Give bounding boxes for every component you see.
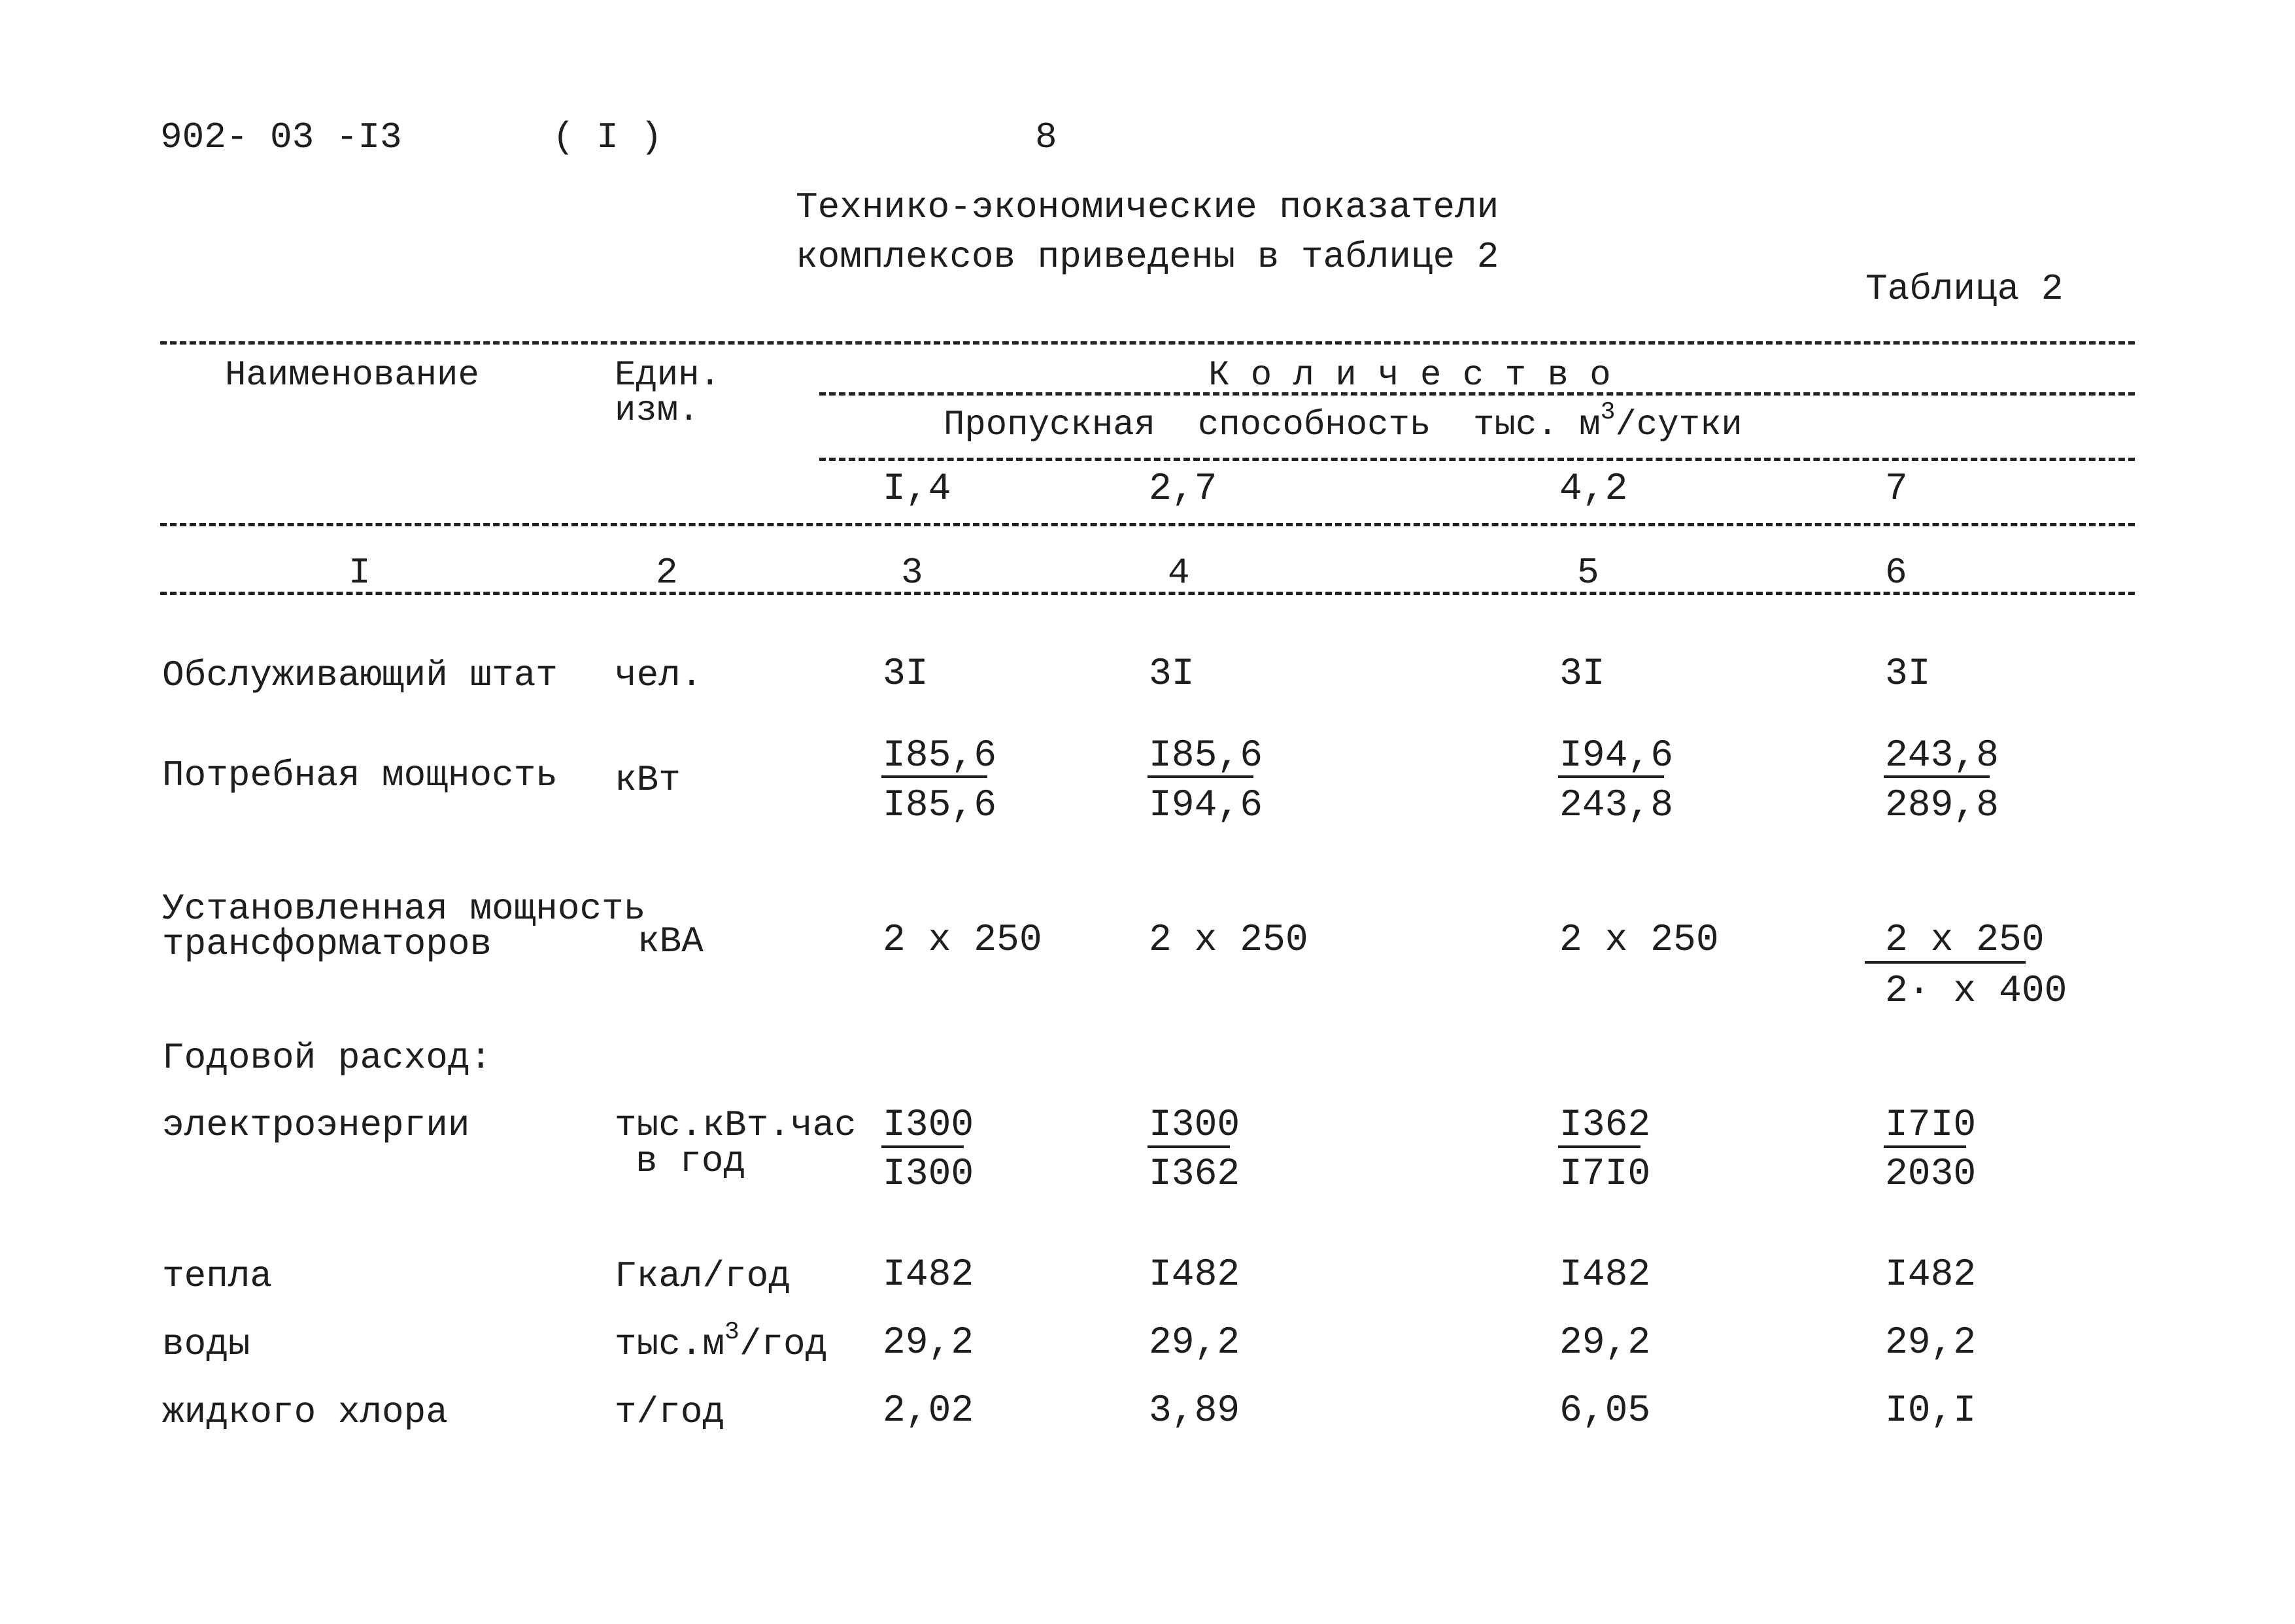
row-chlorine-value-3: 6,05 [1559,1390,1651,1432]
row-power-req-name: Потребная мощность [162,754,558,796]
fraction-line [881,775,987,778]
row-water-value-3: 29,2 [1559,1322,1651,1364]
column-number-2: 2 [656,552,678,594]
column-header-name: Наименование [225,356,479,396]
row-staff-value-2: 3I [1149,653,1195,696]
fraction-line [1148,775,1253,778]
row-chlorine-value-4: I0,I [1885,1390,1977,1432]
row-chlorine-value-2: 3,89 [1149,1390,1240,1432]
document-code: 902- 03 -I3 [160,116,402,158]
row-electricity-name: электроэнергии [162,1104,470,1146]
row-transformers-alt-value: 2· x 400 [1885,970,2067,1013]
row-water-unit: $тыс.м^3$/год [615,1318,828,1365]
row-staff-unit: чел. [615,654,703,696]
row-electricity-top-2: I300 [1149,1104,1240,1147]
capacity-header: Пропускная способность тыс. $м^3$/сутки [944,398,1742,445]
row-power-req-top-3: I94,6 [1559,735,1674,777]
table-top-rule [160,341,2135,345]
page-number: 8 [1035,116,1057,158]
row-staff-name: Обслуживающий штат [162,654,558,696]
row-water-value-4: 29,2 [1885,1322,1977,1364]
quantity-rule [819,392,2135,396]
row-electricity-top-1: I300 [883,1104,974,1147]
fraction-line [1558,775,1664,778]
row-transformers-value-1: 2 x 250 [883,919,1042,962]
intro-line-1: Технико-экономические показатели [796,186,1499,228]
header-bottom-rule [160,523,2135,526]
row-heat-value-4: I482 [1885,1254,1977,1296]
row-electricity-unit-line-1: тыс.кВт.час [615,1104,857,1146]
row-power-req-top-2: I85,6 [1149,735,1263,777]
row-heat-unit: Гкал/год [615,1255,790,1297]
column-number-3: 3 [901,552,923,594]
row-heat-value-2: I482 [1149,1254,1240,1296]
row-electricity-top-3: I362 [1559,1104,1651,1147]
column-number-4: 4 [1168,552,1190,594]
row-electricity-top-4: I7I0 [1885,1104,1977,1147]
column-number-1: I [348,552,371,594]
row-water-value-2: 29,2 [1149,1322,1240,1364]
row-chlorine-value-1: 2,02 [883,1390,974,1432]
row-transformers-name-line-1: Установленная мощность [162,888,646,930]
capacity-2-7: 2,7 [1149,468,1217,511]
fraction-line [881,1145,964,1148]
fraction-line [1884,1145,1966,1148]
column-header-unit-line-2: изм. [615,391,700,431]
row-water-name: воды [162,1323,250,1365]
row-power-req-bottom-1: I85,6 [883,785,997,827]
table-label: Таблица 2 [1865,268,2064,310]
annual-consumption-heading: Годовой расход: [162,1037,492,1079]
row-transformers-value-3: 2 x 250 [1559,919,1719,962]
fraction-line [1865,961,2026,964]
row-water-value-1: 29,2 [883,1322,974,1364]
row-power-req-top-1: I85,6 [883,735,997,777]
column-number-5: 5 [1577,552,1599,594]
row-electricity-bottom-3: I7I0 [1559,1153,1651,1196]
row-transformers-name-line-2: трансформаторов [162,923,492,965]
row-heat-value-1: I482 [883,1254,974,1296]
row-power-req-bottom-4: 289,8 [1885,785,1999,827]
column-numbers-rule [160,592,2135,595]
capacity-1-4: I,4 [883,468,951,511]
fraction-line [1558,1145,1640,1148]
row-electricity-bottom-2: I362 [1149,1153,1240,1196]
row-transformers-value-4: 2 x 250 [1885,919,2045,962]
capacity-7: 7 [1885,468,1908,511]
row-power-req-bottom-2: I94,6 [1149,785,1263,827]
column-header-unit-line-1: Един. [615,356,721,396]
row-heat-name: тепла [162,1255,273,1297]
capacity-4-2: 4,2 [1559,468,1628,511]
quantity-header: К о л и ч е с т в о [1208,356,1611,396]
row-transformers-value-2: 2 x 250 [1149,919,1308,962]
row-staff-value-1: 3I [883,653,928,696]
column-number-6: 6 [1885,552,1907,594]
row-electricity-bottom-4: 2030 [1885,1153,1977,1196]
capacity-rule [819,458,2135,461]
intro-line-2: комплексов приведены в таблице 2 [796,236,1499,278]
row-transformers-unit: кВА [638,921,704,962]
row-power-req-top-4: 243,8 [1885,735,1999,777]
row-heat-value-3: I482 [1559,1254,1651,1296]
row-staff-value-4: 3I [1885,653,1931,696]
fraction-line [1148,1145,1230,1148]
row-electricity-bottom-1: I300 [883,1153,974,1196]
sheet-number: ( I ) [552,116,663,158]
row-power-req-bottom-3: 243,8 [1559,785,1674,827]
row-staff-value-3: 3I [1559,653,1605,696]
row-power-req-unit: кВт [615,759,681,801]
row-chlorine-unit: т/год [615,1391,725,1433]
row-chlorine-name: жидкого хлора [162,1391,448,1433]
row-electricity-unit-line-2: в год [636,1140,746,1182]
fraction-line [1884,775,1990,778]
